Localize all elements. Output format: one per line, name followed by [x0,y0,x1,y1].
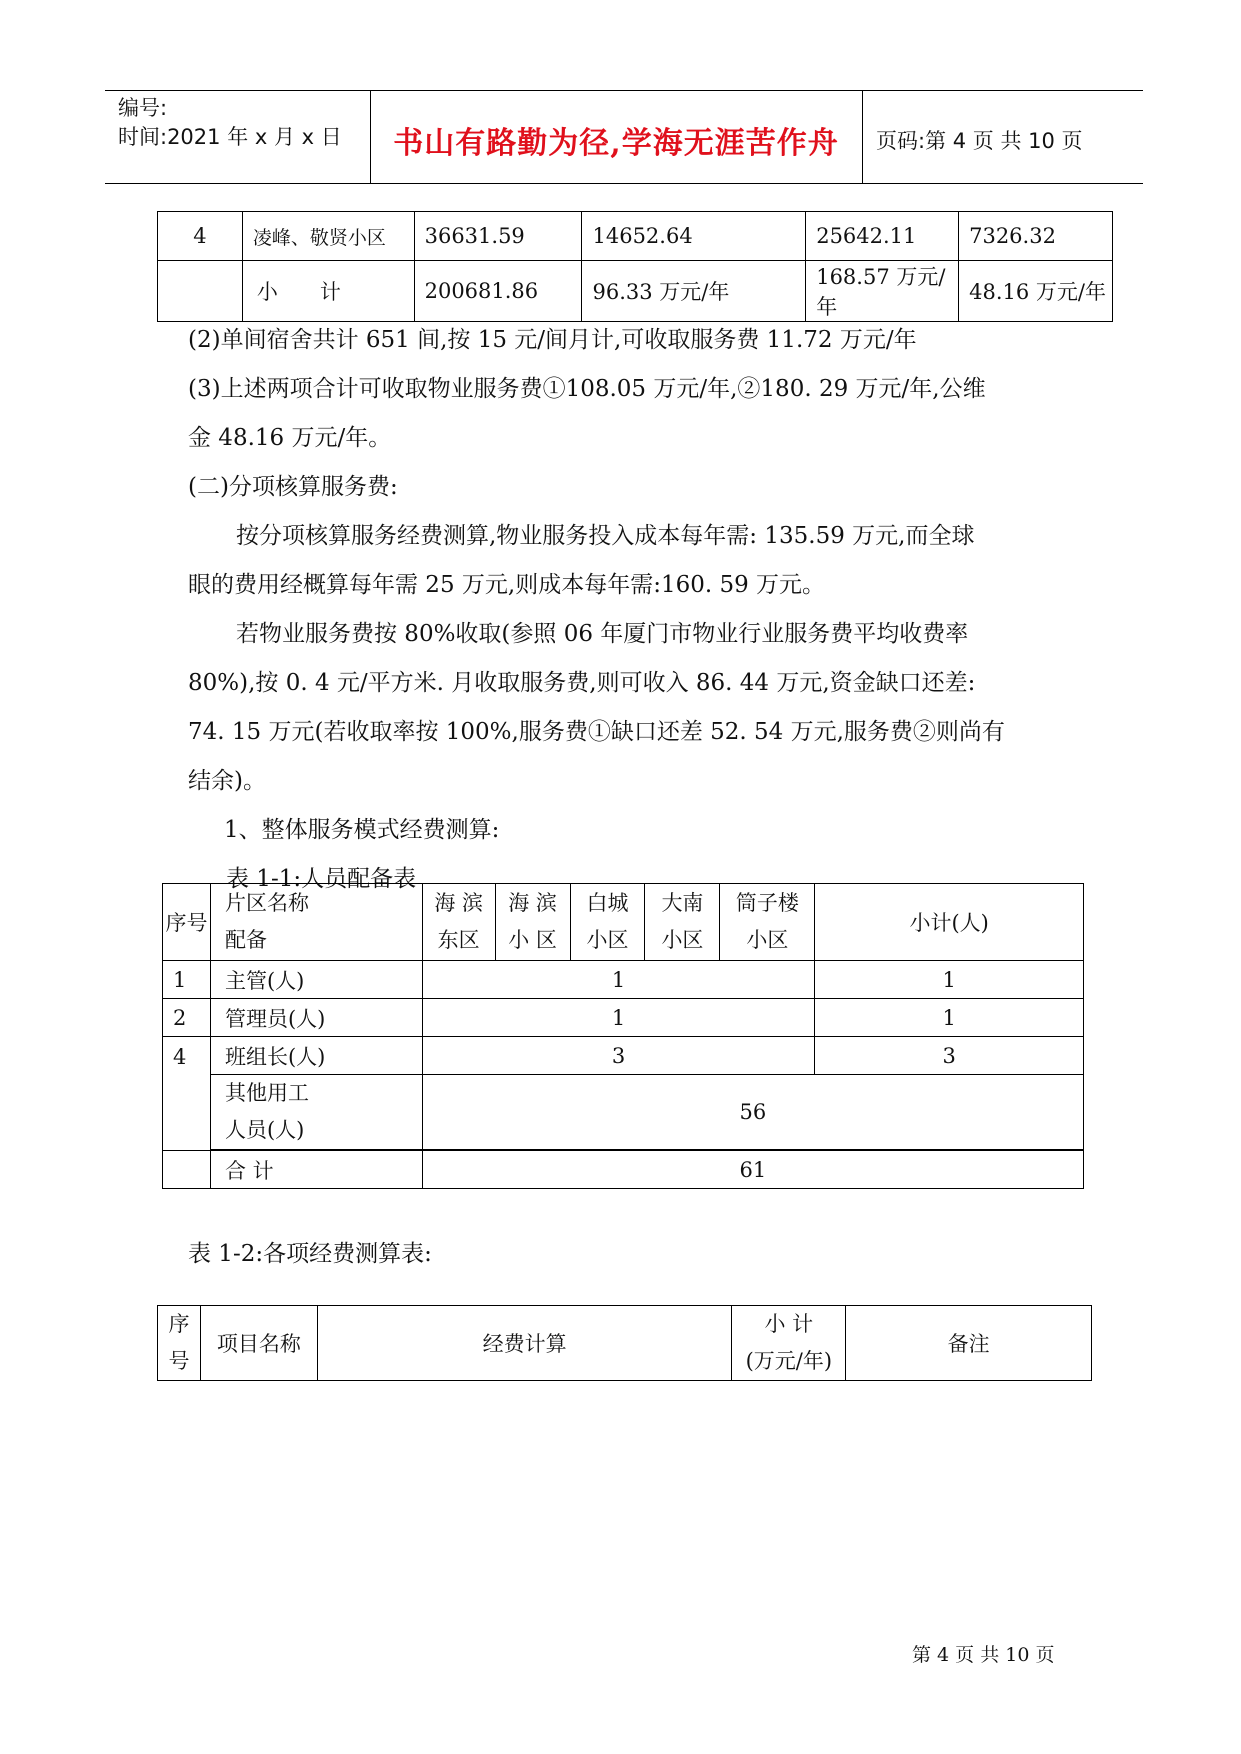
district-type: 东区 [437,928,480,952]
header-cell-name: 项目名称 [200,1306,317,1381]
paragraph: 结余)。 [188,768,266,794]
table-cell: 36631.59 [414,212,582,261]
district-type: 小 区 [508,928,557,952]
table-cell: 48.16 万元/年 [959,261,1113,322]
table-header-row [158,1306,1092,1381]
table-cell [210,1075,422,1151]
table-cell: 管理员(人) [210,999,422,1037]
table-cell: 25642.11 [806,212,959,261]
table-caption: 表 1-1:人员配备表 [226,866,417,892]
header-page-label: 页码:第 4 页 共 10 页 [876,129,1083,153]
district-name: 筒子楼 [735,891,799,915]
table-cell: 96.33 万元/年 [582,261,806,322]
header-subtotal-top: 小 计 [764,1312,814,1336]
header-subtotal-bottom: (万元/年) [745,1349,833,1373]
header-cell-name [210,884,422,961]
table-row [163,1037,1084,1075]
header-meta [118,94,342,152]
header-name-bottom: 配备 [224,928,267,952]
table-cell: 14652.64 [582,212,806,261]
paragraph: 金 48.16 万元/年。 [188,425,392,451]
table-cell: 2 [163,999,211,1037]
header-cell-note: 备注 [846,1306,1092,1381]
header-cell-district [570,884,645,961]
table-cell: 凌峰、敬贤小区 [242,212,414,261]
table-cell: 1 [422,999,815,1037]
header-cell-no [158,1306,201,1381]
table-row [158,212,1113,261]
other-staff-label-bottom: 人员(人) [224,1118,305,1142]
table-row [163,1075,1084,1151]
table-cell: 1 [422,961,815,999]
table-cell [163,1150,211,1189]
paragraph: 80%),按 0. 4 元/平方米. 月收取服务费,则可收入 86. 44 万元,资金缺口还差: [188,670,976,696]
section-heading: 1、整体服务模式经费测算: [224,817,500,843]
district-name: 海 滨 [434,891,484,915]
paragraph: 按分项核算服务经费测算,物业服务投入成本每年需: 135.59 万元,而全球 [236,523,975,549]
table-caption: 表 1-2:各项经费测算表: [188,1241,432,1267]
table-cell: 7326.32 [959,212,1113,261]
table-cell: 61 [422,1150,1083,1189]
header-cell-district [720,884,815,961]
staff-table [162,883,1084,1189]
table-cell: 168.57 万元/年 [806,261,959,322]
cost-table [157,1305,1092,1381]
district-type: 小区 [661,928,704,952]
section-heading: (二)分项核算服务费: [188,474,398,500]
header-no-bottom: 号 [168,1349,190,1373]
header-cell-calc: 经费计算 [317,1306,732,1381]
table-cell: 1 [163,961,211,999]
header-motto: 书山有路勤为径,学海无涯苦作舟 [393,126,839,161]
table-cell [158,261,243,322]
header-cell-subtotal [732,1306,846,1381]
header-time-label: 时间:2021 年 x 月 x 日 [118,125,342,149]
paragraph: 74. 15 万元(若收取率按 100%,服务费①缺口还差 52. 54 万元,服务费②则尚有 [188,719,1005,745]
table-cell-group-no: 4 [163,1037,211,1151]
district-type: 小区 [586,928,629,952]
table-cell: 3 [422,1037,815,1075]
table-cell: 班组长(人) [210,1037,422,1075]
table-cell: 小 计 [242,261,414,322]
header-name-top: 片区名称 [224,891,309,915]
footer-page-number: 第 4 页 共 10 页 [912,1644,1055,1666]
continued-fee-table [157,211,1113,322]
table-cell: 56 [422,1075,1083,1151]
district-name: 大南 [661,891,704,915]
district-type: 小区 [746,928,789,952]
district-name: 白城 [586,891,629,915]
paragraph: (2)单间宿舍共计 651 间,按 15 元/间月计,可收取服务费 11.72 万元/年 [188,327,917,353]
table-cell: 3 [815,1037,1084,1075]
header-cell-subtotal: 小计(人) [815,884,1084,961]
table-row [163,961,1084,999]
header-bottom-rule [105,183,1143,184]
header-divider-right [862,90,863,184]
header-top-rule [105,90,1143,91]
table-row-total [163,1150,1084,1189]
table-cell: 200681.86 [414,261,582,322]
table-cell: 4 [158,212,243,261]
table-cell: 合 计 [210,1150,422,1189]
header-cell-district [495,884,570,961]
paragraph: (3)上述两项合计可收取物业服务费①108.05 万元/年,②180. 29 万元/年,公维 [188,376,986,402]
table-cell: 1 [815,999,1084,1037]
table-cell: 1 [815,961,1084,999]
table-row [158,261,1113,322]
header-cell-no: 序号 [163,884,211,961]
paragraph: 若物业服务费按 80%收取(参照 06 年厦门市物业行业服务费平均收费率 [236,621,969,647]
table-cell: 主管(人) [210,961,422,999]
paragraph: 眼的费用经概算每年需 25 万元,则成本每年需:160. 59 万元。 [188,572,826,598]
header-cell-district [645,884,720,961]
table-header-row [163,884,1084,961]
table-row [163,999,1084,1037]
header-no-top: 序 [168,1312,190,1336]
header-number-label: 编号: [118,96,168,120]
other-staff-label-top: 其他用工 [224,1081,309,1105]
header-cell-district [422,884,495,961]
district-name: 海 滨 [508,891,557,915]
